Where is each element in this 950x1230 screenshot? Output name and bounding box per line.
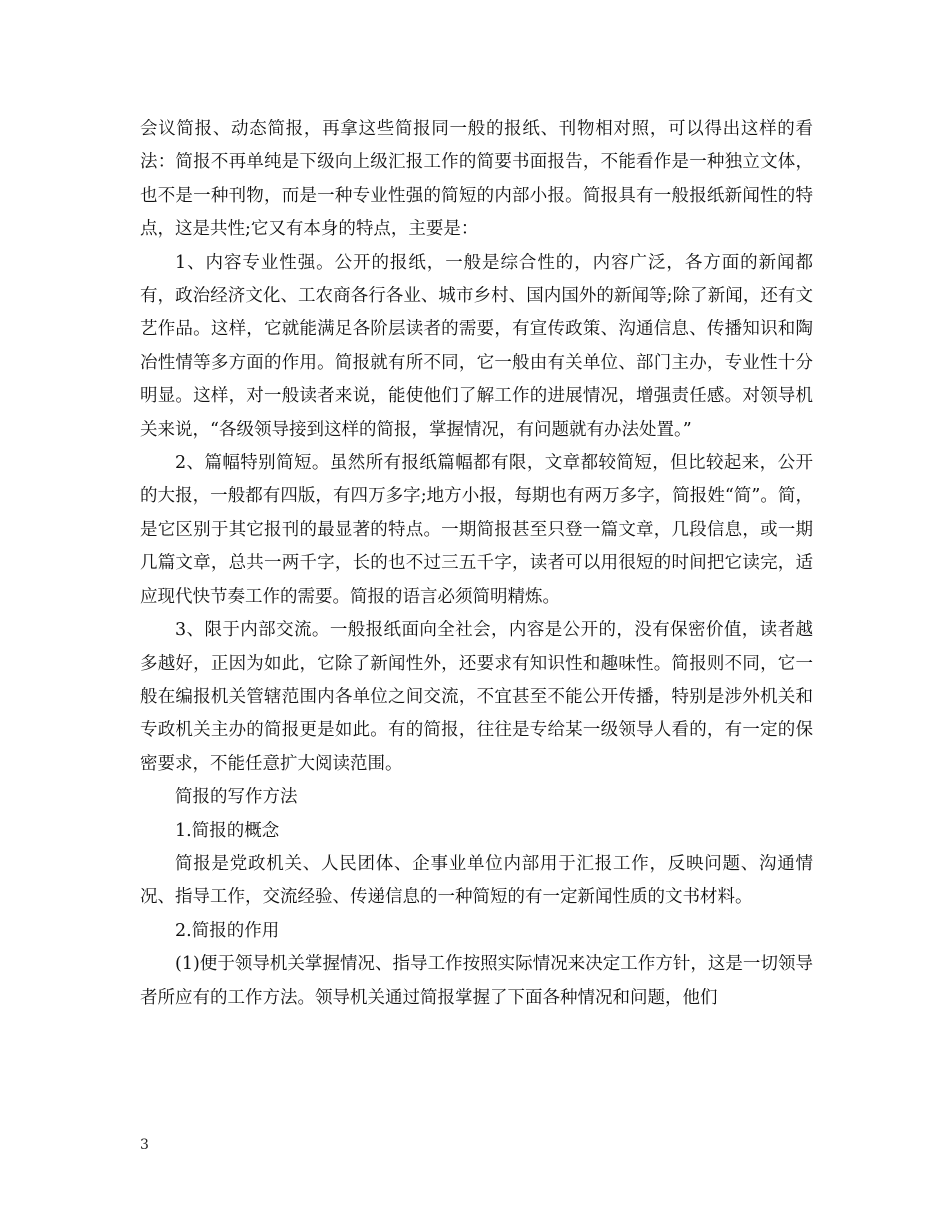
subheading-function: 2.简报的作用 — [175, 920, 280, 941]
paragraph-concept: 简报是党政机关、人民团体、企事业单位内部用于汇报工作，反映问题、沟通情况、指导工作，交流经验、传递信息的一种简短的有一定新闻性质的文书材料。 — [140, 853, 813, 908]
paragraph-point-1: 1、内容专业性强。公开的报纸，一般是综合性的，内容广泛，各方面的新闻都有，政治经济文化、工农商各行各业、城市乡村、国内国外的新闻等;除了新闻，还有文艺作品。这样，它就能满足各阶层读者的需要，有宣传政策、沟通信息、传播知识和陶冶性情等多方面的作用。简报就有所不同，它一般由有关单位、部门主办，专业性十分明显。这样，对一般读者来说，能使他们了解工作的进展情况，增强责任感。对领导机关来说，“各级领导接到这样的简报，掌握情况，有问题就有办法处置。” — [140, 252, 813, 440]
paragraph-intro-continued: 会议简报、动态简报，再拿这些简报同一般的报纸、刊物相对照，可以得出这样的看法：简报不再单纯是下级向上级汇报工作的简要书面报告，不能看作是一种独立文体，也不是一种刊物，而是一种专业性强的简短的内部小报。简报具有一般报纸新闻性的特点，这是共性;它又有本身的特点，主要是： — [140, 119, 813, 240]
paragraph-point-3: 3、限于内部交流。一般报纸面向全社会，内容是公开的，没有保密价值，读者越多越好，正因为如此，它除了新闻性外，还要求有知识性和趣味性。简报则不同，它一般在编报机关管辖范围内各单位之间交流，不宜甚至不能公开传播，特别是涉外机关和专政机关主办的简报更是如此。有的简报，往往是专给某一级领导人看的，有一定的保密要求，不能任意扩大阅读范围。 — [140, 620, 813, 774]
body-text — [140, 113, 813, 1015]
section-heading-writing-method: 简报的写作方法 — [175, 787, 298, 808]
page-number: 3 — [140, 1137, 149, 1153]
paragraph-function-1: (1)便于领导机关掌握情况、指导工作按照实际情况来决定工作方针，这是一切领导者所应有的工作方法。领导机关通过简报掌握了下面各种情况和问题，他们 — [140, 954, 813, 1008]
paragraph-point-2: 2、篇幅特别简短。虽然所有报纸篇幅都有限，文章都较简短，但比较起来，公开的大报，一般都有四版，有四万多字;地方小报，每期也有两万多字，简报姓“简”。简，是它区别于其它报刊的最显著的特点。一期简报甚至只登一篇文章，几段信息，或一期几篇文章，总共一两千字，长的也不过三五千字，读者可以用很短的时间把它读完，适应现代快节奏工作的需要。简报的语言必须简明精炼。 — [140, 453, 813, 607]
subheading-concept: 1.简报的概念 — [175, 820, 280, 841]
